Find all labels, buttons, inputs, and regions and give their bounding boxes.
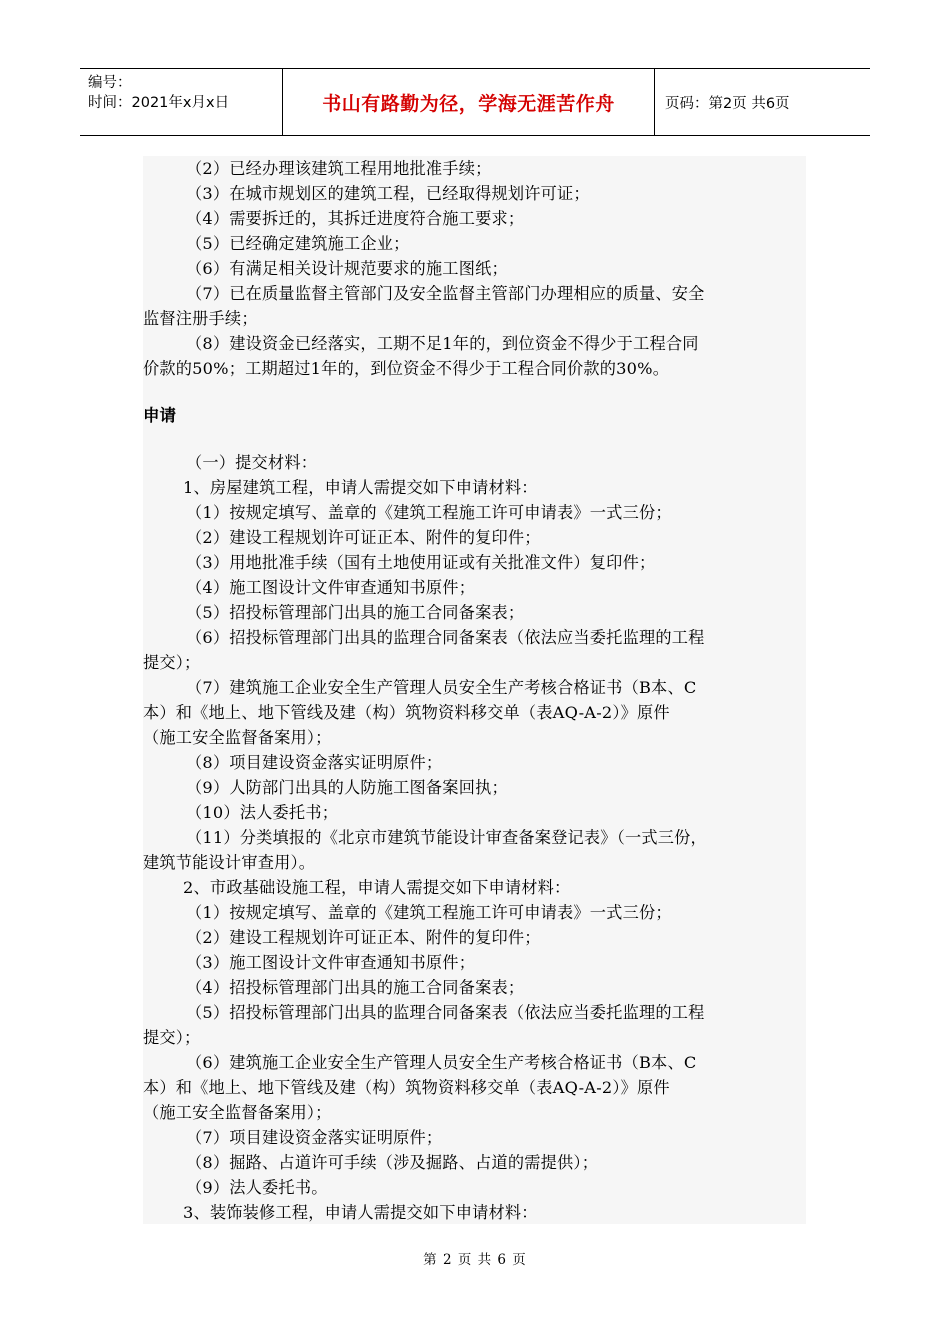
- time-label: 时间：2021年x月x日: [88, 95, 230, 111]
- list-item: （5）已经确定建筑施工企业；: [186, 234, 410, 253]
- subsection-title: （一）提交材料：: [186, 453, 318, 472]
- section-title: 申请: [143, 406, 176, 425]
- list-item: （6）招投标管理部门出具的监理合同备案表（依法应当委托监理的工程: [186, 628, 705, 647]
- list-item: （2）建设工程规划许可证正本、附件的复印件；: [186, 928, 541, 947]
- group-title: 1、房屋建筑工程，申请人需提交如下申请材料：: [183, 478, 538, 497]
- list-item: （11）分类填报的《北京市建筑节能设计审查备案登记表》（一式三份，: [186, 828, 707, 847]
- conditions-list: [143, 156, 806, 381]
- header-motto: 书山有路勤为径，学海无涯苦作舟: [282, 69, 655, 135]
- list-item: （3）用地批准手续（国有土地使用证或有关批准文件）复印件；: [186, 553, 656, 572]
- list-item: （4）招投标管理部门出具的施工合同备案表；: [186, 978, 525, 997]
- list-item: （2）建设工程规划许可证正本、附件的复印件；: [186, 528, 541, 547]
- list-item: （9）人防部门出具的人防施工图备案回执；: [186, 778, 508, 797]
- number-label: 编号：: [88, 75, 132, 91]
- list-item-continuation: 提交）；: [143, 653, 201, 672]
- list-item: （5）招投标管理部门出具的监理合同备案表（依法应当委托监理的工程: [186, 1003, 705, 1022]
- list-item: （7）建筑施工企业安全生产管理人员安全生产考核合格证书（B本、C: [186, 678, 697, 697]
- list-item: （4）需要拆迁的，其拆迁进度符合施工要求；: [186, 209, 525, 228]
- list-item: （2）已经办理该建筑工程用地批准手续；: [186, 159, 492, 178]
- list-item: （3）施工图设计文件审查通知书原件；: [186, 953, 476, 972]
- document-body: [143, 156, 806, 1224]
- list-item: （3）在城市规划区的建筑工程，已经取得规划许可证；: [186, 184, 590, 203]
- list-item: （5）招投标管理部门出具的施工合同备案表；: [186, 603, 525, 622]
- group-title: 3、装饰装修工程，申请人需提交如下申请材料：: [183, 1203, 538, 1222]
- list-item: （10）法人委托书；: [186, 803, 339, 822]
- list-item-continuation: 价款的50%；工期超过1年的，到位资金不得少于工程合同价款的30%。: [143, 359, 670, 378]
- list-item-continuation: 提交）；: [143, 1028, 201, 1047]
- header-meta: [80, 69, 282, 135]
- list-item: （8）建设资金已经落实，工期不足1年的，到位资金不得少于工程合同: [186, 334, 699, 353]
- list-item-continuation: （施工安全监督备案用）；: [143, 728, 332, 747]
- list-item: （9）法人委托书。: [186, 1178, 328, 1197]
- page-footer: 第 2 页 共 6 页: [423, 1252, 527, 1268]
- list-item-continuation: 建筑节能设计审查用）。: [143, 853, 316, 872]
- list-item-continuation: 监督注册手续；: [143, 309, 258, 328]
- group1-list: [143, 500, 806, 875]
- list-item: （7）项目建设资金落实证明原件；: [186, 1128, 443, 1147]
- header-page-info: 页码：第2页 共6页: [665, 95, 790, 112]
- group-title: 2、市政基础设施工程，申请人需提交如下申请材料：: [183, 878, 571, 897]
- list-item-continuation: 本）和《地上、地下管线及建（构）筑物资料移交单（表AQ-A-2）》原件: [143, 703, 670, 722]
- list-item: （7）已在质量监督主管部门及安全监督主管部门办理相应的质量、安全: [186, 284, 705, 303]
- group2-list: [143, 900, 806, 1200]
- list-item: （6）建筑施工企业安全生产管理人员安全生产考核合格证书（B本、C: [186, 1053, 697, 1072]
- list-item: （6）有满足相关设计规范要求的施工图纸；: [186, 259, 508, 278]
- list-item: （1）按规定填写、盖章的《建筑工程施工许可申请表》一式三份；: [186, 903, 672, 922]
- list-item: （4）施工图设计文件审查通知书原件；: [186, 578, 476, 597]
- list-item: （1）按规定填写、盖章的《建筑工程施工许可申请表》一式三份；: [186, 503, 672, 522]
- list-item-continuation: 本）和《地上、地下管线及建（构）筑物资料移交单（表AQ-A-2）》原件: [143, 1078, 670, 1097]
- list-item-continuation: （施工安全监督备案用）；: [143, 1103, 332, 1122]
- list-item: （8）掘路、占道许可手续（涉及掘路、占道的需提供）；: [186, 1153, 599, 1172]
- document-header: [80, 68, 870, 136]
- list-item: （8）项目建设资金落实证明原件；: [186, 753, 443, 772]
